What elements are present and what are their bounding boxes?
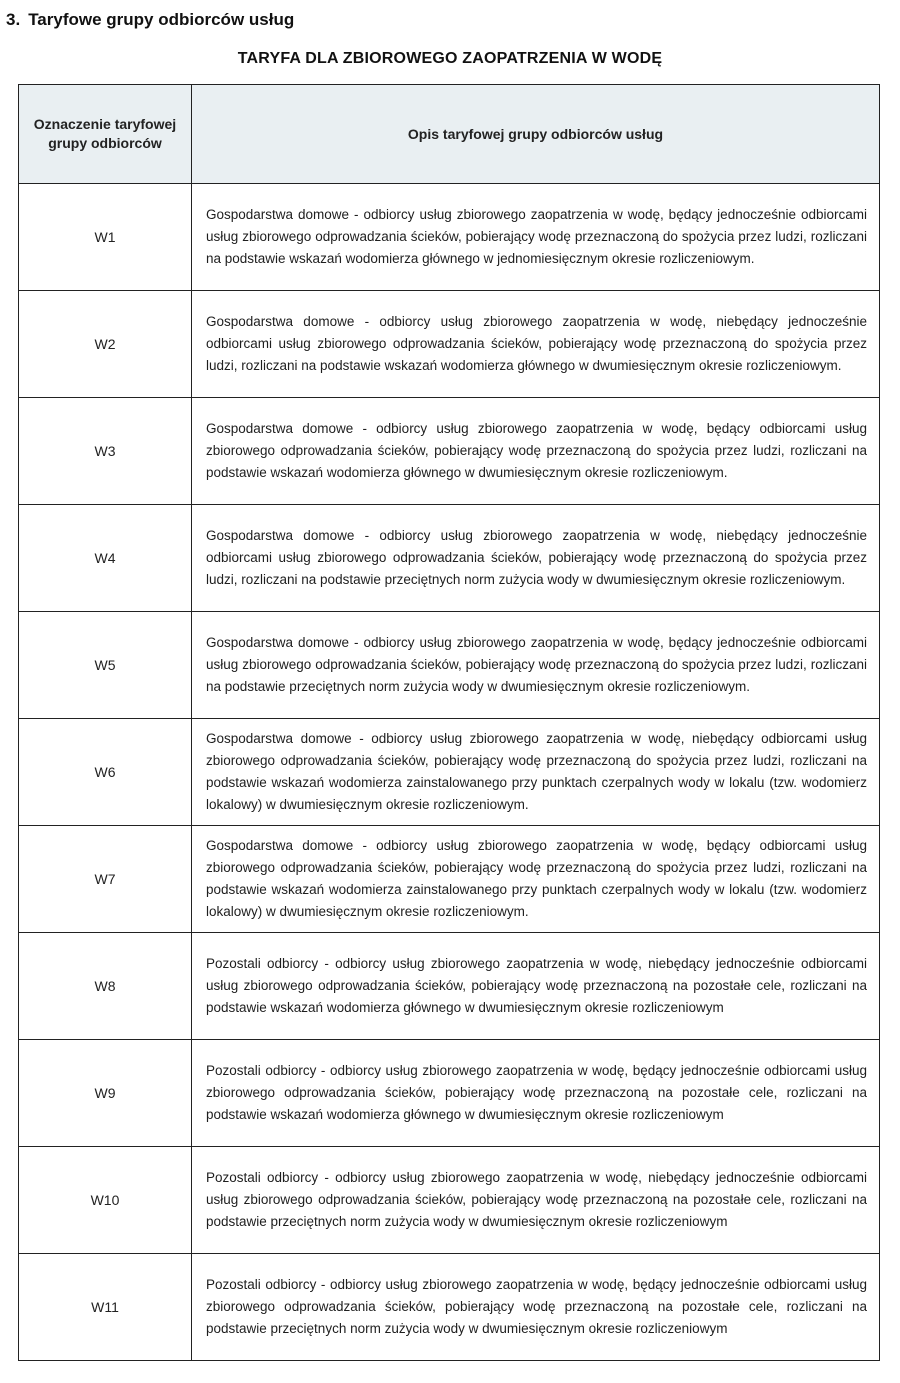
row-code: W6 [19, 719, 192, 826]
table-row [19, 612, 880, 719]
row-description: Gospodarstwa domowe - odbiorcy usług zbiorowego zaopatrzenia w wodę, będący odbiorcami usług zbiorowego odprowadzania ścieków, pobierający wodę przeznaczoną do spożycia przez ludzi, rozliczani na podstawie wskazań wodomierza głównego w dwumiesięcznym okresie rozliczeniowym. [192, 398, 880, 505]
row-description: Gospodarstwa domowe - odbiorcy usług zbiorowego zaopatrzenia w wodę, będący jednocześnie odbiorcami usług zbiorowego odprowadzania ścieków, pobierający wodę przeznaczoną do spożycia przez ludzi, rozliczani na podstawie przeciętnych norm zużycia wody w dwumiesięcznym okresie rozliczeniowym. [192, 612, 880, 719]
row-code: W8 [19, 933, 192, 1040]
table-row [19, 719, 880, 826]
tariff-groups-table [18, 84, 880, 1361]
section-heading [6, 10, 294, 30]
row-code: W5 [19, 612, 192, 719]
section-number: 3. [6, 10, 21, 29]
row-code: W7 [19, 826, 192, 933]
row-description: Pozostali odbiorcy - odbiorcy usług zbiorowego zaopatrzenia w wodę, będący jednocześnie odbiorcami usług zbiorowego odprowadzania ścieków, pobierający wodę przeznaczoną na pozostałe cele, rozliczani na podstawie przeciętnych norm zużycia wody w dwumiesięcznym okresie rozliczeniowym [192, 1254, 880, 1361]
table-row [19, 291, 880, 398]
row-description: Gospodarstwa domowe - odbiorcy usług zbiorowego zaopatrzenia w wodę, będący odbiorcami usług zbiorowego odprowadzania ścieków, pobierający wodę przeznaczoną do spożycia przez ludzi, rozliczani na podstawie wskazań wodomierza zainstalowanego przy punktach czerpalnych wody w lokalu (tzw. wodomierz lokalowy) w dwumiesięcznym okresie rozliczeniowym. [192, 826, 880, 933]
table-row [19, 1040, 880, 1147]
row-description: Gospodarstwa domowe - odbiorcy usług zbiorowego zaopatrzenia w wodę, niebędący jednocześnie odbiorcami usług zbiorowego odprowadzania ścieków, pobierający wodę przeznaczoną do spożycia przez ludzi, rozliczani na podstawie przeciętnych norm zużycia wody w dwumiesięcznym okresie rozliczeniowym. [192, 505, 880, 612]
table-row [19, 398, 880, 505]
table-row [19, 1147, 880, 1254]
table-row [19, 826, 880, 933]
section-title: Taryfowe grupy odbiorców usług [28, 10, 295, 29]
table-row [19, 1254, 880, 1361]
row-code: W11 [19, 1254, 192, 1361]
table-body [19, 184, 880, 1361]
table-header [19, 85, 880, 184]
row-description: Pozostali odbiorcy - odbiorcy usług zbiorowego zaopatrzenia w wodę, niebędący jednocześnie odbiorcami usług zbiorowego odprowadzania ścieków, pobierający wodę przeznaczoną na pozostałe cele, rozliczani na podstawie wskazań wodomierza głównego w dwumiesięcznym okresie rozliczeniowym [192, 933, 880, 1040]
header-row [19, 85, 880, 184]
header-code: Oznaczenie taryfowej grupy odbiorców [19, 85, 192, 184]
header-description: Opis taryfowej grupy odbiorców usług [192, 85, 880, 184]
table-row [19, 184, 880, 291]
table-row [19, 933, 880, 1040]
row-code: W3 [19, 398, 192, 505]
document-title: TARYFA DLA ZBIOROWEGO ZAOPATRZENIA W WODĘ [237, 50, 663, 67]
row-code: W10 [19, 1147, 192, 1254]
row-code: W2 [19, 291, 192, 398]
row-code: W1 [19, 184, 192, 291]
row-description: Gospodarstwa domowe - odbiorcy usług zbiorowego zaopatrzenia w wodę, niebędący odbiorcami usług zbiorowego odprowadzania ścieków, pobierający wodę przeznaczoną do spożycia przez ludzi, rozliczani na podstawie wskazań wodomierza zainstalowanego przy punktach czerpalnych wody w lokalu (tzw. wodomierz lokalowy) w dwumiesięcznym okresie rozliczeniowym. [192, 719, 880, 826]
row-code: W9 [19, 1040, 192, 1147]
row-description: Gospodarstwa domowe - odbiorcy usług zbiorowego zaopatrzenia w wodę, będący jednocześnie odbiorcami usług zbiorowego odprowadzania ścieków, pobierający wodę przeznaczoną do spożycia przez ludzi, rozliczani na podstawie wskazań wodomierza głównego w jednomiesięcznym okresie rozliczeniowym. [192, 184, 880, 291]
row-code: W4 [19, 505, 192, 612]
row-description: Pozostali odbiorcy - odbiorcy usług zbiorowego zaopatrzenia w wodę, niebędący jednocześnie odbiorcami usług zbiorowego odprowadzania ścieków, pobierający wodę przeznaczoną na pozostałe cele, rozliczani na podstawie przeciętnych norm zużycia wody w dwumiesięcznym okresie rozliczeniowym [192, 1147, 880, 1254]
table-row [19, 505, 880, 612]
row-description: Pozostali odbiorcy - odbiorcy usług zbiorowego zaopatrzenia w wodę, będący jednocześnie odbiorcami usług zbiorowego odprowadzania ścieków, pobierający wodę przeznaczoną na pozostałe cele, rozliczani na podstawie wskazań wodomierza głównego w dwumiesięcznym okresie rozliczeniowym [192, 1040, 880, 1147]
row-description: Gospodarstwa domowe - odbiorcy usług zbiorowego zaopatrzenia w wodę, niebędący jednocześnie odbiorcami usług zbiorowego odprowadzania ścieków, pobierający wodę przeznaczoną do spożycia przez ludzi, rozliczani na podstawie wskazań wodomierza głównego w dwumiesięcznym okresie rozliczeniowym. [192, 291, 880, 398]
